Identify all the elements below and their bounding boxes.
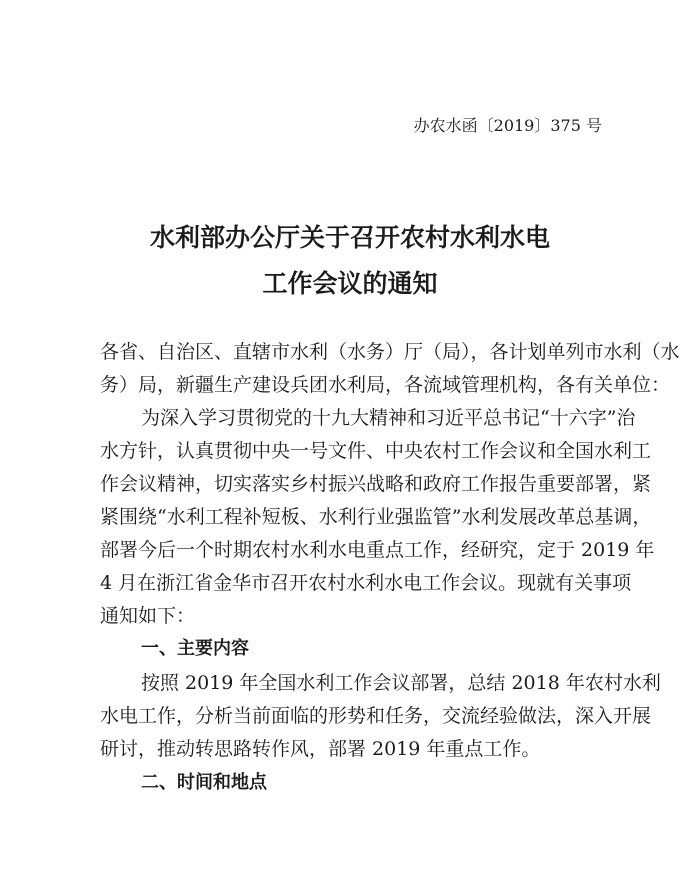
section1-line-3: 研讨，推动转思路转作风，部署 2019 年重点工作。 bbox=[100, 738, 541, 760]
intro-line-1: 为深入学习贯彻党的十九大精神和习近平总书记“十六字”治 bbox=[141, 407, 636, 429]
intro-line-5: 部署今后一个时期农村水利水电重点工作，经研究，定于 2019 年 bbox=[100, 539, 655, 561]
intro-line-3: 作会议精神，切实落实乡村振兴战略和政府工作报告重要部署，紧 bbox=[100, 473, 652, 495]
section1-line-1: 按照 2019 年全国水利工作会议部署，总结 2018 年农村水利 bbox=[141, 672, 661, 694]
title-line-1: 水利部办公厅关于召开农村水利水电 bbox=[149, 223, 550, 252]
intro-line-4: 紧围绕“水利工程补短板、水利行业强监管”水利发展改革总基调， bbox=[100, 506, 652, 528]
salutation-line-1: 各省、自治区、直辖市水利（水务）厅（局），各计划单列市水利（水 bbox=[100, 341, 680, 363]
section-heading-time-place: 二、时间和地点 bbox=[141, 772, 267, 793]
document-number: 办农水函〔2019〕375 号 bbox=[413, 116, 602, 135]
section1-line-2: 水电工作，分析当前面临的形势和任务，交流经验做法，深入开展 bbox=[100, 705, 652, 727]
title-line-2: 工作会议的通知 bbox=[262, 269, 438, 298]
salutation-line-2: 务）局，新疆生产建设兵团水利局，各流域管理机构，各有关单位： bbox=[100, 374, 671, 396]
section-heading-main-content: 一、主要内容 bbox=[141, 638, 249, 659]
intro-line-2: 水方针，认真贯彻中央一号文件、中央农村工作会议和全国水利工 bbox=[100, 440, 652, 462]
intro-line-6: 4 月在浙江省金华市召开农村水利水电工作会议。现就有关事项 bbox=[100, 572, 632, 594]
intro-line-7: 通知如下： bbox=[100, 605, 196, 627]
